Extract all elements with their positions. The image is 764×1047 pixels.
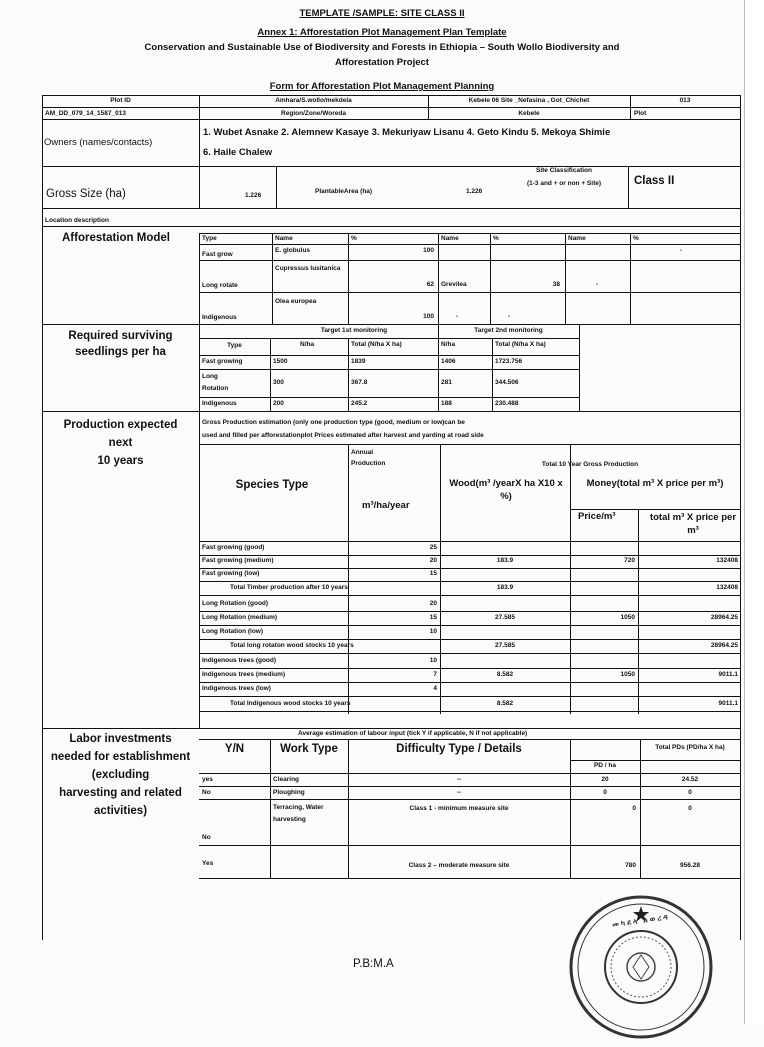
project-line-2: Afforestation Project: [335, 57, 429, 68]
labor-col-work: Work Type: [280, 743, 338, 755]
target-1-label: Target 1st monitoring: [320, 327, 388, 334]
seedlings-col-total: Total (N/ha X ha): [351, 341, 402, 348]
labor-pd: 20: [601, 776, 609, 783]
plot-id-label: Plot ID: [110, 97, 131, 104]
labor-label-line-2: needed for establishment: [50, 751, 191, 763]
production-annual: 10: [429, 628, 437, 635]
labor-pd: 780: [625, 862, 636, 869]
production-annual: 15: [429, 614, 437, 621]
af-header-pct-2: %: [493, 235, 499, 242]
labor-work: Clearing: [273, 776, 300, 783]
production-annual: 20: [429, 600, 437, 607]
af-name-1: Cupressus lusitanica: [275, 265, 341, 272]
production-species: Long Rotation (low): [202, 628, 264, 635]
seedling-t2: 344.506: [495, 379, 519, 386]
template-label: TEMPLATE /SAMPLE: SITE CLASS II: [299, 8, 465, 19]
production-row-divider: [199, 595, 740, 596]
production-label-line-2: next: [108, 437, 133, 449]
labor-yn: No: [202, 834, 211, 841]
plantable-label: PlantableArea (ha): [315, 188, 373, 195]
production-row-divider: [199, 568, 740, 569]
official-stamp: [566, 892, 716, 1042]
stamp-text: መካደላ ለወረዳ: [611, 912, 671, 929]
production-annual: 15: [429, 570, 437, 577]
seedling-t1: 367.8: [351, 379, 368, 386]
labor-total: 0: [688, 805, 692, 812]
seedlings-label: Required surviving seedlings per ha: [68, 330, 173, 358]
production-species: Fast growing (good): [202, 544, 265, 551]
labor-diff: Class 2 – moderate measure site: [408, 862, 510, 869]
seedlings-col-nha-2: N/ha: [441, 341, 456, 348]
production-row-divider: [199, 711, 740, 712]
labor-diff: Class 1 - minimum measure site: [409, 805, 509, 812]
pbma-label: P.B:M.A: [353, 958, 394, 970]
seedling-t1: 1839: [351, 358, 366, 365]
page-edge: [744, 0, 764, 1024]
af-type: Fast grow: [202, 251, 233, 258]
af-pct-1: 100: [423, 313, 434, 320]
seedling-t1: 245.2: [351, 400, 368, 407]
kebele-value: Kebele 06 Site _Nefasina , Got_Chichet: [468, 97, 590, 104]
seedling-t2: 1723.756: [495, 358, 523, 365]
production-note-2: used and filled per afforestationplot Prices estimated after harvest and yarding at road side: [202, 432, 484, 439]
labor-total: 0: [688, 789, 692, 796]
site-class-label: Site Classification: [536, 167, 592, 174]
production-annual: 20: [429, 557, 437, 564]
production-label-line-1: Production expected: [63, 419, 178, 431]
col-wood: Wood(m³ /yearX ha X10 x %): [449, 478, 563, 502]
af-pct-2: 38: [552, 281, 560, 288]
target-2-label: Target 2nd monitoring: [474, 327, 543, 334]
col-annual-production: Annual Production: [351, 449, 386, 467]
production-total: 132408: [716, 557, 738, 564]
production-species: Fast growing (low): [202, 570, 260, 577]
production-row-divider: [199, 625, 740, 626]
af-pct-1: 100: [423, 247, 434, 254]
production-row-divider: [199, 668, 740, 669]
labor-total: 24.52: [681, 776, 699, 783]
production-price: 720: [624, 557, 635, 564]
af-header-name-1: Name: [275, 235, 293, 242]
plot-number-value: 013: [679, 97, 691, 104]
seedling-n2: 281: [441, 379, 452, 386]
plot-number-label: Plot: [634, 110, 647, 117]
owners-label: Owners (names/contacts): [44, 137, 153, 148]
production-annual: 7: [433, 671, 437, 678]
production-label-line-3: 10 years: [97, 455, 144, 467]
owners-line-1: 1. Wubet Asnake 2. Alemnew Kasaye 3. Mekuriyaw Lisanu 4. Geto Kindu 5. Mekoya Shimie: [203, 127, 611, 138]
production-species: Long Rotation (medium): [202, 614, 278, 621]
af-name-3: -: [596, 281, 599, 288]
seedling-n1: 1500: [273, 358, 288, 365]
seedlings-col-nha: N/ha: [300, 341, 315, 348]
production-species: Total Indigenous wood stocks 10 years: [230, 700, 351, 707]
seedling-type: Indigenous: [202, 400, 237, 407]
production-annual: 4: [433, 685, 437, 692]
production-row-divider: [199, 639, 740, 640]
af-pct-2: -: [508, 313, 511, 320]
af-header-name-3: Name: [568, 235, 586, 242]
labor-col-difficulty: Difficulty Type / Details: [396, 743, 522, 755]
region-value: Amhara/S.wollo/mekdela: [275, 97, 352, 104]
production-wood: 183.9: [496, 584, 514, 591]
production-species: Total long rotaton wood stocks 10 years: [230, 642, 354, 649]
production-species: Indigenous trees (low): [202, 685, 271, 692]
labor-work: Ploughing: [273, 789, 305, 796]
project-line-1: Conservation and Sustainable Use of Biodiversity and Forests in Ethiopia – South Wollo Biodiversity and: [144, 42, 620, 53]
site-class-hint: (1-3 and + or non + Site): [526, 180, 602, 187]
production-species: Fast growing (medium): [202, 557, 274, 564]
labor-yn: No: [202, 789, 211, 796]
col-money: Money(total m³ X price per m³): [586, 478, 724, 489]
production-total: 28964.25: [710, 614, 738, 621]
af-type: Indigenous: [202, 314, 237, 321]
form-title: Form for Afforestation Plot Management Planning: [269, 81, 495, 92]
seedling-type: Fast growing: [202, 358, 243, 365]
af-type: Long rotate: [202, 282, 238, 289]
af-name-1: Olea europea: [275, 298, 317, 305]
af-header-pct-1: %: [351, 235, 357, 242]
seedling-n2: 1406: [441, 358, 456, 365]
af-name-1: E. globulus: [275, 247, 311, 254]
production-annual: 10: [429, 657, 437, 664]
gross-size-label: Gross Size (ha): [46, 188, 126, 200]
af-pct-3: -: [680, 247, 683, 254]
annex-title: Annex 1: Afforestation Plot Management Plan Template: [257, 27, 507, 38]
production-species: Indigenous trees (good): [202, 657, 277, 664]
gross-size-value: 1.226: [245, 192, 262, 199]
af-header-pct-3: %: [633, 235, 639, 242]
production-total: 132408: [716, 584, 738, 591]
production-row-divider: [199, 611, 740, 612]
afforestation-model-label: Afforestation Model: [62, 232, 170, 244]
production-wood: 8.582: [496, 700, 514, 707]
owners-line-2: 6. Haile Chalew: [203, 147, 273, 158]
labor-pd: 0: [603, 789, 607, 796]
labor-col-yn: Y/N: [224, 743, 245, 755]
labor-label-line-5: activities): [93, 805, 148, 817]
location-label: Location description: [45, 217, 109, 224]
labor-total: 956.28: [680, 862, 700, 869]
production-row-divider: [199, 682, 740, 683]
labor-label: [42, 730, 199, 820]
production-wood: 8.582: [496, 671, 514, 678]
labor-label-line-1: Labor investments: [69, 733, 172, 745]
af-header-name-2: Name: [441, 235, 459, 242]
seedling-n2: 188: [441, 400, 452, 407]
production-wood: 27.585: [495, 614, 515, 621]
production-species: Long Rotation (good): [202, 600, 269, 607]
production-row-divider: [199, 696, 740, 697]
production-total: 28964.25: [710, 642, 738, 649]
labor-yn: yes: [202, 776, 213, 783]
plot-id-value: AM_DD_079_14_1587_013: [45, 110, 126, 117]
production-row-divider: [199, 653, 740, 654]
production-label: [42, 416, 199, 470]
production-note-1: Gross Production estimation (only one production type (good, medium or low)can be: [202, 419, 465, 426]
production-wood: 183.9: [496, 557, 514, 564]
production-annual: 25: [429, 544, 437, 551]
labor-label-line-3: (excluding: [91, 769, 150, 781]
production-total: 9011.1: [718, 700, 738, 707]
production-species: Total Timber production after 10 years: [230, 584, 348, 591]
production-row-divider: [199, 581, 740, 582]
production-row-divider: [199, 555, 740, 556]
col-unit: m³/ha/year: [362, 500, 410, 511]
production-wood: 27.585: [495, 642, 515, 649]
seedlings-col-total-2: Total (N/ha X ha): [495, 341, 546, 348]
production-price: 1050: [620, 614, 635, 621]
af-header-type: Type: [202, 235, 217, 242]
plantable-value: 1.226: [466, 188, 483, 195]
labor-diff: --: [456, 776, 462, 783]
site-class-value: Class II: [634, 175, 675, 187]
labor-col-total: Total PDs (PD/ha X ha): [655, 744, 725, 751]
col-price: Price/m³: [578, 511, 616, 522]
seedling-t2: 230.488: [495, 400, 519, 407]
labor-label-line-4: harvesting and related: [59, 787, 182, 799]
seedlings-col-type: Type: [227, 342, 242, 349]
col-total-10-year: Total 10 Year Gross Production: [541, 461, 639, 468]
seedling-n1: 200: [273, 400, 284, 407]
production-price: 1050: [620, 671, 635, 678]
production-total: 9011.1: [718, 671, 738, 678]
labor-work: Terracing, Water harvesting: [273, 804, 324, 823]
af-name-2: Grevilea: [441, 281, 467, 288]
seedling-n1: 300: [273, 379, 284, 386]
production-species: Indigenous trees (medium): [202, 671, 286, 678]
af-name-2: -: [456, 313, 459, 320]
af-pct-1: 62: [426, 281, 434, 288]
region-label: Region/Zone/Woreda: [281, 110, 346, 117]
labor-diff: --: [456, 789, 462, 796]
labor-yn: Yes: [202, 860, 214, 867]
kebele-label: Kebele: [518, 110, 540, 117]
labor-avg-note: Average estimation of labour input (tick Y if applicable, N if not applicable): [298, 730, 528, 737]
labor-pd: 0: [632, 805, 636, 812]
labor-col-pd: PD / ha: [593, 762, 617, 769]
col-species-type: Species Type: [235, 479, 309, 491]
seedling-type: Long Rotation: [202, 373, 229, 392]
col-total-m3: total m³ X price per m³: [649, 512, 737, 536]
